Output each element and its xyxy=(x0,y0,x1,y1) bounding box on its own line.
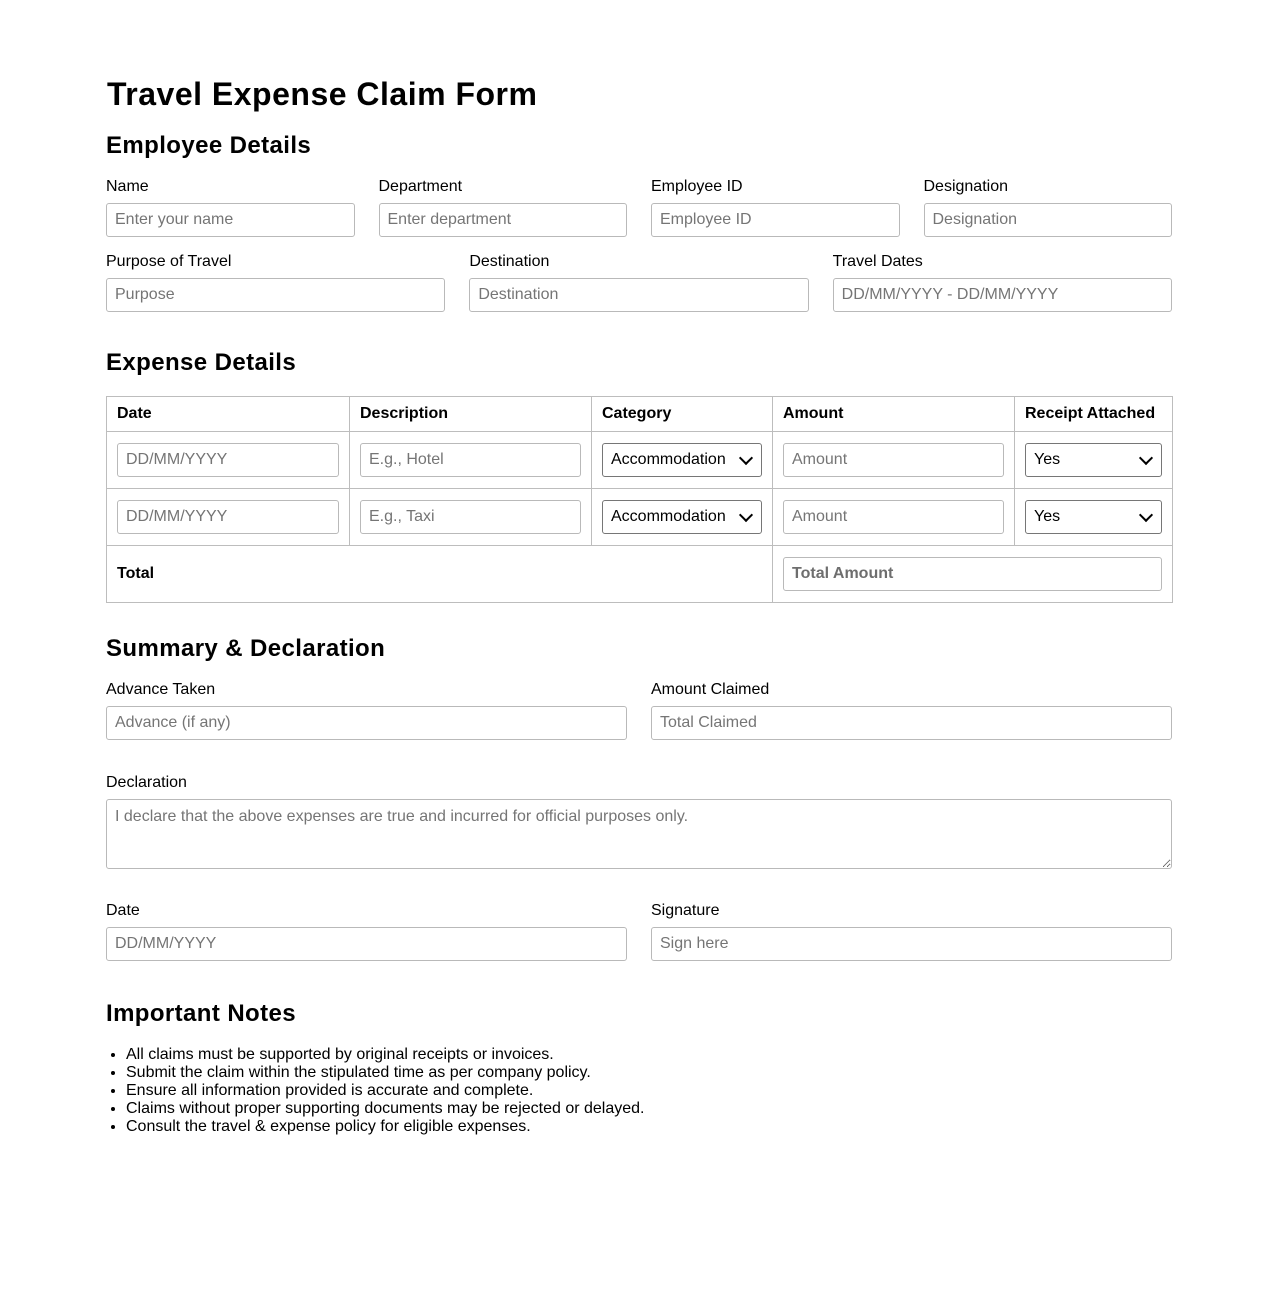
category-selected-value: Accommodation xyxy=(611,451,726,468)
total-row xyxy=(107,546,1173,603)
sign-date-label: Date xyxy=(106,902,140,919)
list-item: • All claims must be supported by original receipts or invoices. xyxy=(126,1046,1172,1064)
signature-field-group xyxy=(651,902,1172,961)
list-item: • Claims without proper supporting documents may be rejected or delayed. xyxy=(126,1100,1172,1118)
destination-label: Destination xyxy=(469,253,550,270)
destination-field-group xyxy=(469,253,808,312)
receipt-cell xyxy=(1015,489,1173,546)
claimed-label: Amount Claimed xyxy=(651,681,770,698)
advance-label: Advance Taken xyxy=(106,681,216,698)
amount-cell xyxy=(773,489,1015,546)
page-title: Travel Expense Claim Form xyxy=(107,76,538,112)
description-cell xyxy=(350,489,592,546)
summary-row-1 xyxy=(106,681,1172,740)
column-header-description: Description xyxy=(350,397,592,432)
receipt-select[interactable] xyxy=(1025,443,1162,477)
name-label: Name xyxy=(106,178,149,195)
receipt-select[interactable] xyxy=(1025,500,1162,534)
table-row xyxy=(107,489,1173,546)
summary-row-3 xyxy=(106,902,1172,961)
advance-field-group xyxy=(106,681,627,740)
total-label-cell xyxy=(107,546,773,603)
travel-dates-label: Travel Dates xyxy=(832,253,923,270)
column-header-category: Category xyxy=(592,397,773,432)
expense-date-input[interactable] xyxy=(117,500,339,534)
list-item: • Submit the claim within the stipulated time as per company policy. xyxy=(126,1064,1172,1082)
expense-date-input[interactable] xyxy=(117,443,339,477)
employee-row-2 xyxy=(106,253,1172,312)
purpose-input[interactable] xyxy=(106,278,445,312)
expense-amount-input[interactable] xyxy=(783,500,1004,534)
category-cell xyxy=(592,432,773,489)
amount-cell xyxy=(773,432,1015,489)
claimed-field-group xyxy=(651,681,1172,740)
advance-input[interactable] xyxy=(106,706,627,740)
employee-id-field-group xyxy=(651,178,900,237)
purpose-field-group xyxy=(106,253,445,312)
expense-description-input[interactable] xyxy=(360,443,581,477)
receipt-cell xyxy=(1015,432,1173,489)
expense-table xyxy=(106,396,1173,603)
total-amount-input[interactable] xyxy=(783,557,1162,591)
expense-description-input[interactable] xyxy=(360,500,581,534)
employee-id-label: Employee ID xyxy=(651,178,743,195)
declaration-textarea[interactable] xyxy=(106,799,1172,869)
chevron-down-icon xyxy=(1139,451,1153,465)
date-cell xyxy=(107,432,350,489)
declaration-label: Declaration xyxy=(106,774,187,791)
expense-amount-input[interactable] xyxy=(783,443,1004,477)
column-header-date: Date xyxy=(107,397,350,432)
list-item: • Ensure all information provided is accurate and complete. xyxy=(126,1082,1172,1100)
notes-list xyxy=(106,1046,1172,1136)
description-cell xyxy=(350,432,592,489)
signature-label: Signature xyxy=(651,902,720,919)
total-amount-cell xyxy=(773,546,1173,603)
department-field-group xyxy=(379,178,628,237)
name-field-group xyxy=(106,178,355,237)
declaration-row xyxy=(106,774,1172,869)
sign-date-field-group xyxy=(106,902,627,961)
chevron-down-icon xyxy=(1139,508,1153,522)
category-select[interactable] xyxy=(602,500,762,534)
employee-details-heading: Employee Details xyxy=(106,132,312,159)
notes-heading: Important Notes xyxy=(106,1000,297,1027)
column-header-receipt: Receipt Attached xyxy=(1015,397,1173,432)
signature-input[interactable] xyxy=(651,927,1172,961)
receipt-selected-value: Yes xyxy=(1034,508,1061,525)
date-cell xyxy=(107,489,350,546)
declaration-field-group xyxy=(106,774,1172,869)
claimed-input[interactable] xyxy=(651,706,1172,740)
employee-row-1 xyxy=(106,178,1172,237)
department-input[interactable] xyxy=(379,203,628,237)
name-input[interactable] xyxy=(106,203,355,237)
designation-label: Designation xyxy=(923,178,1008,195)
receipt-selected-value: Yes xyxy=(1034,451,1061,468)
expense-table-header xyxy=(107,397,1173,432)
travel-dates-field-group xyxy=(833,253,1172,312)
column-header-amount: Amount xyxy=(773,397,1015,432)
chevron-down-icon xyxy=(739,451,753,465)
expense-details-heading: Expense Details xyxy=(106,349,297,376)
chevron-down-icon xyxy=(739,508,753,522)
department-label: Department xyxy=(378,178,463,195)
total-label: Total xyxy=(117,565,155,582)
category-selected-value: Accommodation xyxy=(611,508,726,525)
designation-input[interactable] xyxy=(924,203,1173,237)
travel-dates-input[interactable] xyxy=(833,278,1172,312)
employee-id-input[interactable] xyxy=(651,203,900,237)
category-cell xyxy=(592,489,773,546)
designation-field-group xyxy=(924,178,1173,237)
summary-heading: Summary & Declaration xyxy=(106,635,386,662)
claim-form-page xyxy=(106,0,1172,1136)
table-row xyxy=(107,432,1173,489)
destination-input[interactable] xyxy=(469,278,808,312)
purpose-label: Purpose of Travel xyxy=(106,253,232,270)
category-select[interactable] xyxy=(602,443,762,477)
list-item: • Consult the travel & expense policy for eligible expenses. xyxy=(126,1118,1172,1136)
sign-date-input[interactable] xyxy=(106,927,627,961)
